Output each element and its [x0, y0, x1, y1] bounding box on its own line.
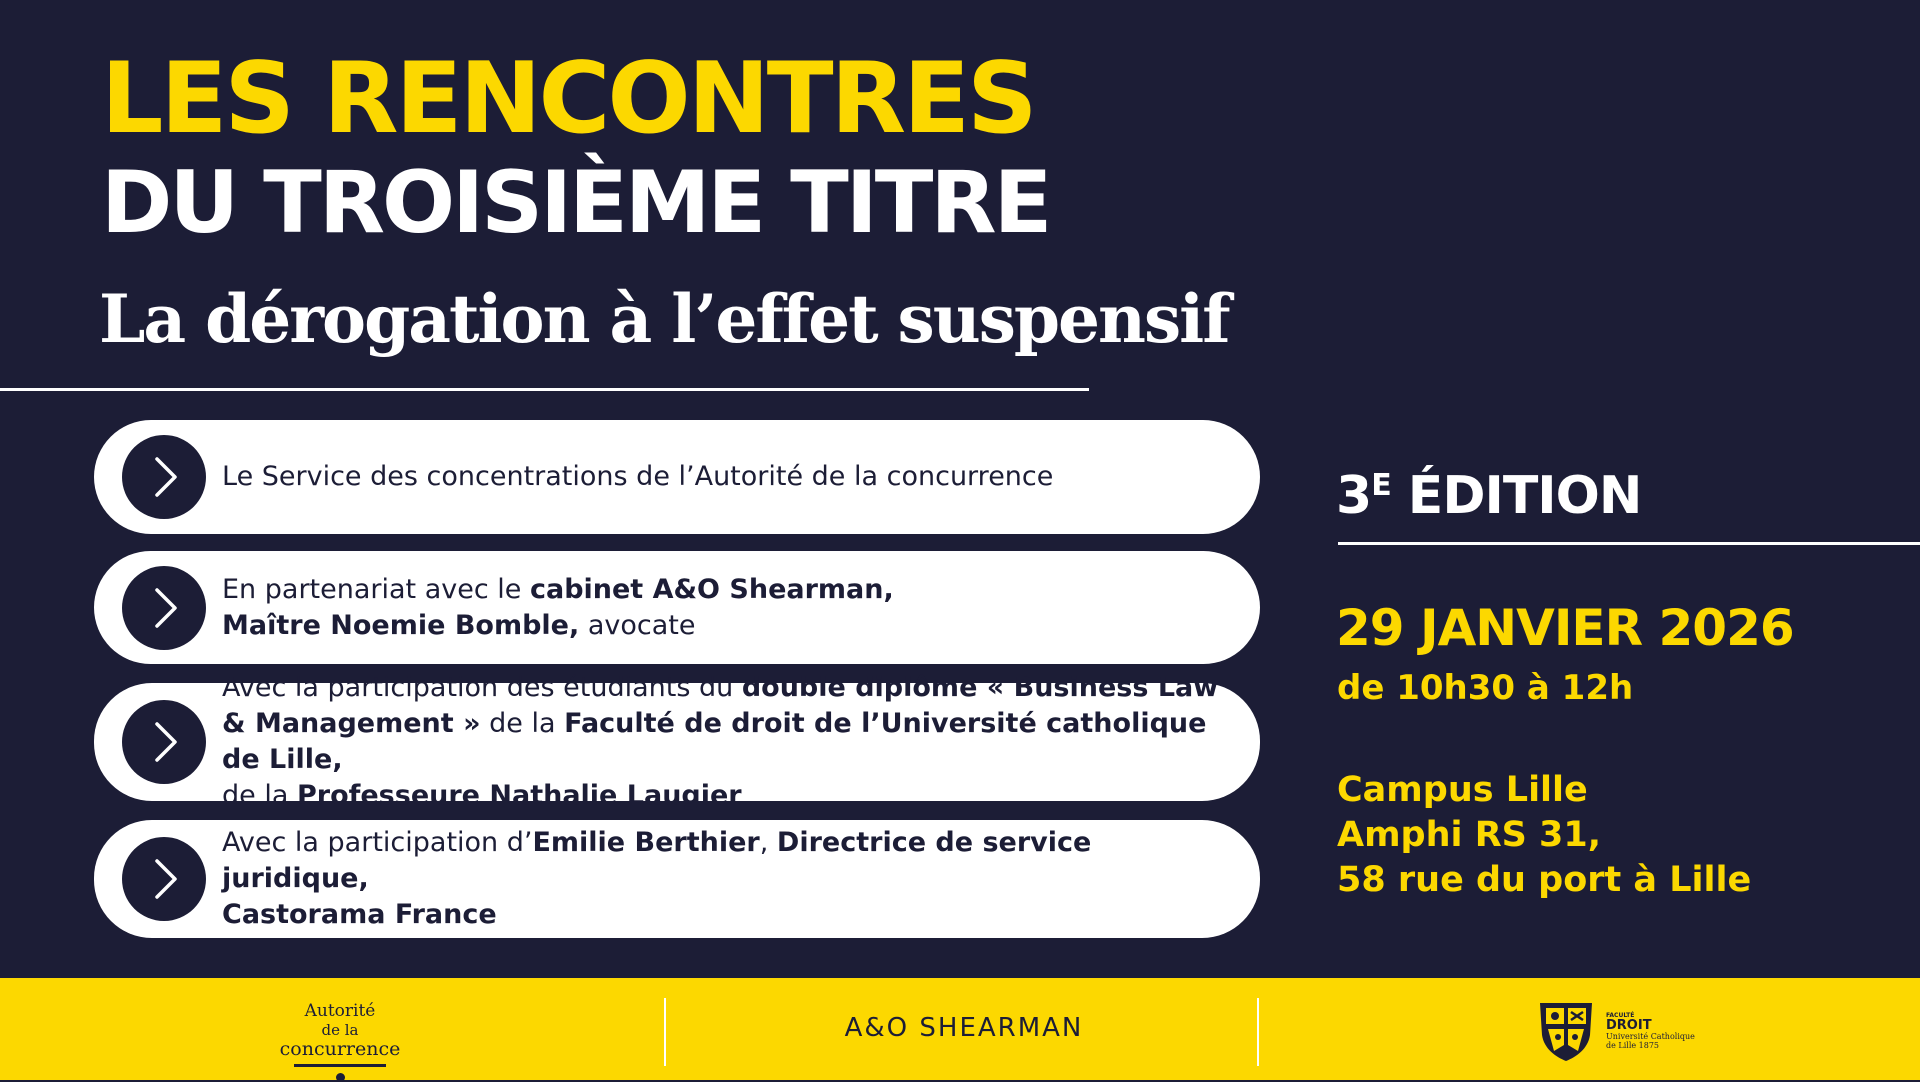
- logo-adlc-line2b: concurrence: [279, 1038, 401, 1060]
- card-text-run: de la: [222, 780, 297, 811]
- chevron-right-icon: [122, 700, 206, 784]
- logo-adlc-line2a: de la: [321, 1021, 359, 1039]
- ao-shearman-logo: A&O SHEARMAN: [844, 1013, 1084, 1043]
- info-card-organizer: [94, 420, 1260, 534]
- card-text: [222, 459, 1230, 495]
- faculte-droit-logo: [1532, 998, 1695, 1064]
- card-text: [222, 825, 1230, 933]
- autorite-concurrence-logo: [270, 1002, 410, 1082]
- card-text-bold: Faculté de droit de l’Université catholique de Lille,: [222, 708, 1207, 775]
- card-text-bold: Professeure Nathalie Laugier: [296, 780, 742, 811]
- card-text-bold: Castorama France: [222, 899, 497, 930]
- footer-logo-bar: [0, 978, 1920, 1080]
- logo-adlc-bar: [294, 1064, 386, 1067]
- logo-droit-line3: Université Catholique: [1606, 1031, 1695, 1041]
- chevron-right-icon: [122, 435, 206, 519]
- card-text-bold: double diplôme « Business Law: [741, 672, 1219, 703]
- chevron-right-icon: [122, 566, 206, 650]
- title-line-1: LES RENCONTRES: [101, 42, 1035, 156]
- event-time: de 10h30 à 12h: [1337, 668, 1634, 708]
- logo-droit-line4: de Lille 1875: [1606, 1040, 1660, 1050]
- footer-divider: [1257, 998, 1259, 1066]
- edition-suffix: E: [1371, 468, 1391, 503]
- info-card-students: [94, 672, 1260, 811]
- logo-droit-small: FACULTÉ: [1606, 1011, 1635, 1019]
- info-card-partner: [94, 551, 1260, 664]
- event-date: 29 JANVIER 2026: [1336, 599, 1794, 657]
- logo-adlc-line1: Autorité: [304, 1001, 376, 1021]
- card-text-run: de la: [480, 708, 565, 739]
- location-line-3: 58 rue du port à Lille: [1337, 860, 1752, 900]
- card-text-run: ,: [759, 827, 777, 858]
- location-line-1: Campus Lille: [1337, 770, 1588, 810]
- card-text-run: Le Service des concentrations de l’Autorité de la concurrence: [222, 461, 1054, 492]
- coat-of-arms-icon: [1532, 999, 1600, 1063]
- card-text-bold: Directrice de service juridique,: [222, 827, 1092, 894]
- card-text-bold: & Management »: [222, 708, 481, 739]
- edition-word: ÉDITION: [1407, 466, 1642, 526]
- title-line-2: DU TROISIÈME TITRE: [101, 153, 1050, 253]
- edition-number: 3: [1336, 466, 1372, 526]
- card-text-run: Avec la participation des étudiants du: [222, 672, 742, 703]
- event-subtitle: La dérogation à l’effet suspensif: [99, 280, 1229, 358]
- card-text-bold: Maître Noemie Bomble,: [222, 609, 580, 641]
- card-text: [222, 670, 1230, 814]
- card-text-bold: cabinet A&O Shearman,: [529, 573, 894, 605]
- card-text: [222, 572, 1230, 644]
- title-divider: [0, 388, 1089, 391]
- card-text-bold: Emilie Berthier: [532, 827, 760, 858]
- card-text-run: Avec la participation d’: [222, 827, 533, 858]
- edition-label: [1336, 466, 1641, 526]
- card-text-run: En partenariat avec le: [222, 573, 530, 605]
- logo-droit-big: DROIT: [1606, 1017, 1652, 1033]
- card-text-run: avocate: [579, 609, 696, 641]
- event-location: [1337, 768, 1751, 903]
- info-card-guest: [94, 820, 1260, 938]
- edition-divider: [1338, 542, 1920, 545]
- chevron-right-icon: [122, 837, 206, 921]
- location-line-2: Amphi RS 31,: [1337, 815, 1602, 855]
- logo-adlc-dot: [336, 1073, 345, 1082]
